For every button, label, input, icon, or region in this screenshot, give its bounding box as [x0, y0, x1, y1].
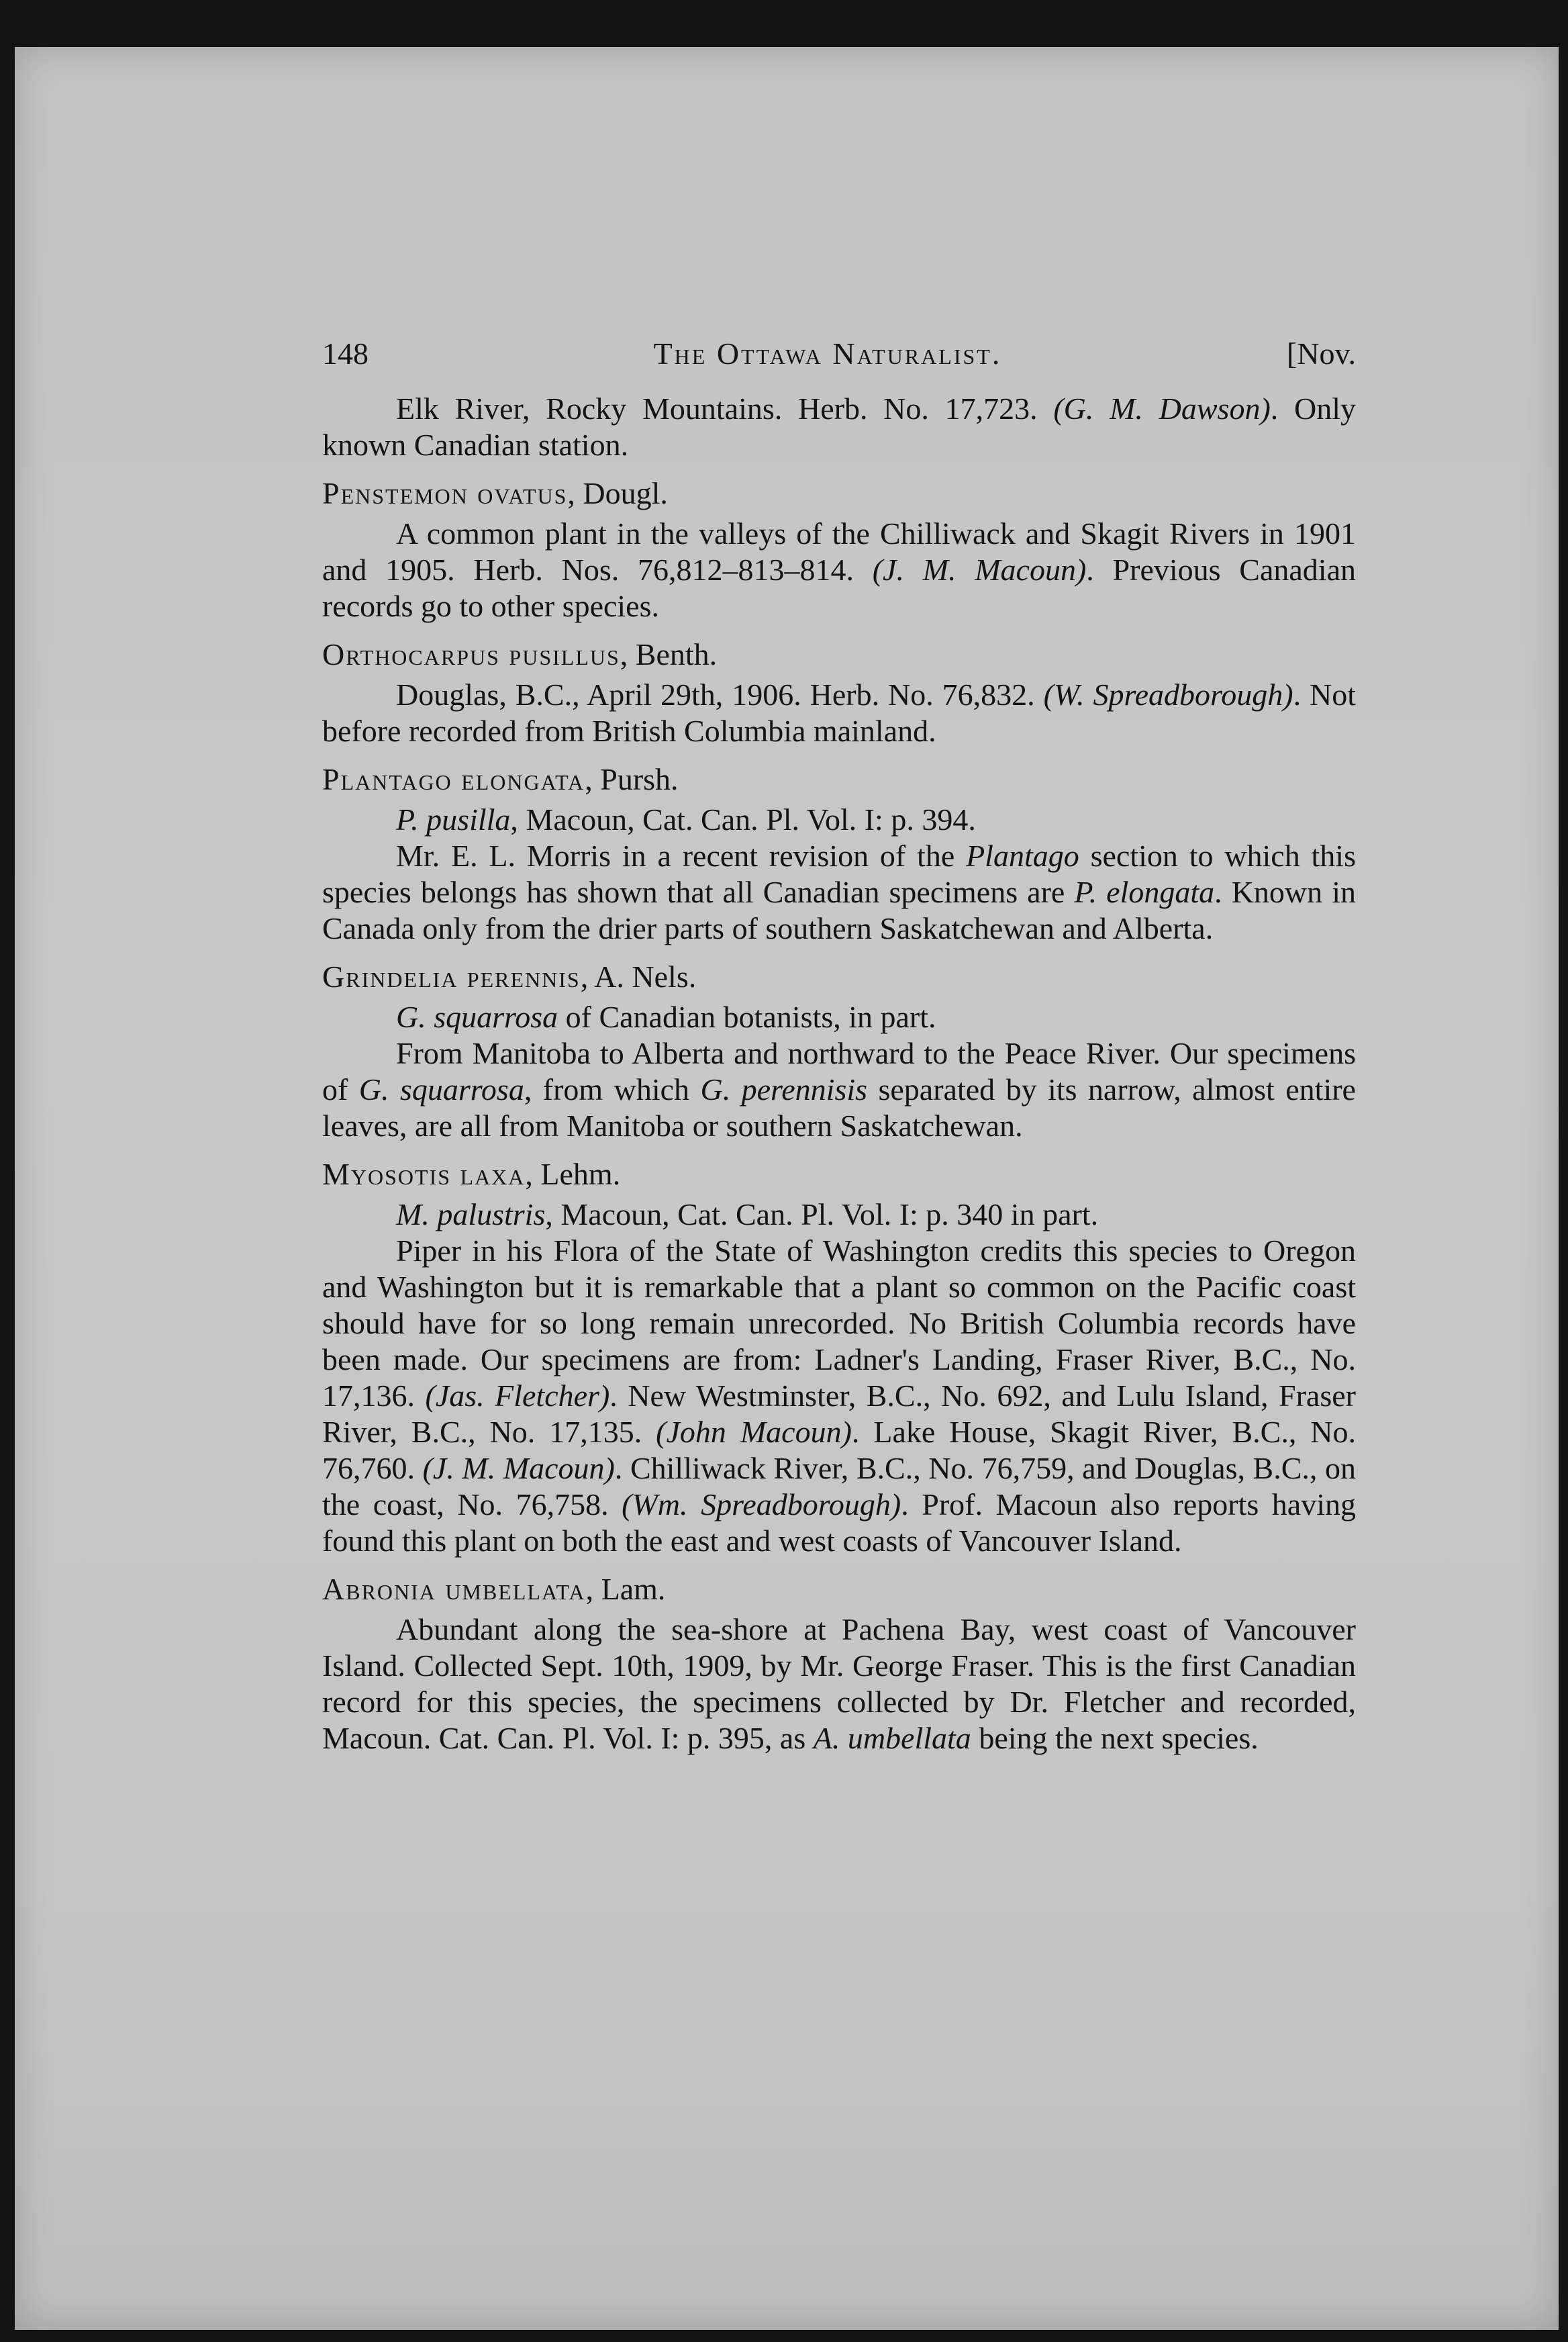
italic-text: A. umbellata — [813, 1721, 971, 1755]
body-text: Mr. E. L. Morris in a recent revision of the — [396, 839, 967, 873]
species-paragraph — [322, 802, 1356, 838]
body-text: separated by its narrow, almost entire leaves, are all from Manitoba or southern Saskatchewan. — [322, 1072, 1356, 1143]
species-heading — [322, 637, 1356, 673]
body-text: Piper in his Flora of the State of Washington credits this species to Oregon and Washington but it is remarkable that a plant so common on the Pacific coast should have for so long remain unrecorded. No British Columbia records have been made. Our specimens are from: Ladner's Landing, Fraser River, B.C., No. 17,136. — [322, 1233, 1356, 1413]
page-number: 148 — [322, 336, 369, 371]
species-entry — [322, 475, 1356, 624]
running-header — [322, 336, 1356, 372]
italic-text: G. perennisis — [700, 1072, 868, 1107]
species-authority: , Dougl. — [567, 476, 668, 510]
species-paragraph — [322, 1233, 1356, 1559]
species-entries — [322, 475, 1356, 1756]
body-text: . New Westminster, B.C., No. 692, and Lulu Island, Fraser River, B.C., No. 17,135. — [322, 1378, 1356, 1449]
body-text: Abundant along the sea-shore at Pachena Bay, west coast of Vancouver Island. Collected Sept. 10th, 1909, by Mr. George Fraser. This is the first Canadian record for this species, the specimens collected by Dr. Fletcher and recorded, Macoun. Cat. Can. Pl. Vol. I: p. 395, as — [322, 1612, 1356, 1755]
intro-text: Elk River, Rocky Mountains. Herb. No. 17,723. — [396, 391, 1054, 426]
italic-text: P. pusilla — [396, 802, 511, 837]
species-paragraph — [322, 1035, 1356, 1144]
intro-text-end: . Only known Canadian station. — [322, 391, 1356, 462]
body-text: of Canadian botanists, in part. — [558, 1000, 936, 1034]
body-text: , from which — [524, 1072, 701, 1107]
journal-title: The Ottawa Naturalist. — [653, 336, 1002, 371]
species-name: Abronia umbellata — [322, 1572, 586, 1606]
species-entry — [322, 1571, 1356, 1756]
species-name: Grindelia perennis — [322, 959, 581, 994]
body-text: . Known in Canada only from the drier parts of southern Saskatchewan and Alberta. — [322, 875, 1356, 945]
species-authority: , Pursh. — [585, 762, 679, 796]
body-text: . Previous Canadian records go to other species. — [322, 553, 1356, 623]
italic-text: M. palustris — [396, 1197, 546, 1231]
issue-month: [Nov. — [1286, 336, 1356, 371]
italic-text: (J. M. Macoun) — [872, 553, 1087, 587]
body-text: A common plant in the valleys of the Chilliwack and Skagit Rivers in 1901 and 1905. Herb. Nos. 76,812–813–814. — [322, 516, 1356, 587]
italic-text: (J. M. Macoun) — [422, 1451, 615, 1485]
species-authority: , Lam. — [585, 1572, 666, 1606]
species-name: Penstemon ovatus — [322, 476, 568, 510]
species-heading — [322, 1156, 1356, 1192]
species-paragraph — [322, 677, 1356, 749]
text-block — [322, 336, 1356, 1763]
body-text: , Macoun, Cat. Can. Pl. Vol. I: p. 394. — [510, 802, 976, 837]
italic-text: (John Macoun) — [656, 1415, 852, 1449]
intro-collector: (G. M. Dawson) — [1053, 391, 1271, 426]
body-text: . Prof. Macoun also reports having found this plant on both the east and west coasts of Vancouver Island. — [322, 1487, 1356, 1558]
species-heading — [322, 959, 1356, 995]
body-text: . Lake House, Skagit River, B.C., No. 76,760. — [322, 1415, 1356, 1485]
species-authority: , Benth. — [620, 637, 718, 671]
species-entry — [322, 637, 1356, 749]
italic-text: G. squarrosa — [358, 1072, 524, 1107]
body-text: , Macoun, Cat. Can. Pl. Vol. I: p. 340 in part. — [545, 1197, 1099, 1231]
italic-text: Plantago — [966, 839, 1079, 873]
species-name: Plantago elongata — [322, 762, 585, 796]
species-paragraph — [322, 1611, 1356, 1756]
body-text: . Not before recorded from British Columbia mainland. — [322, 677, 1357, 748]
intro-paragraph — [322, 391, 1356, 463]
species-heading — [322, 761, 1356, 798]
body-text: From Manitoba to Alberta and northward to the Peace River. Our specimens of — [322, 1036, 1356, 1107]
species-authority: , A. Nels. — [580, 959, 697, 994]
italic-text: (W. Spreadborough) — [1043, 677, 1293, 712]
body-text: . Chilliwack River, B.C., No. 76,759, and Douglas, B.C., on the coast, No. 76,758. — [322, 1451, 1357, 1521]
species-entry — [322, 959, 1356, 1144]
body-text: being the next species. — [971, 1721, 1259, 1755]
species-name: Orthocarpus pusillus — [322, 637, 620, 671]
species-paragraph — [322, 838, 1356, 947]
body-text: section to which this species belongs has shown that all Canadian specimens are — [322, 839, 1356, 909]
italic-text: G. squarrosa — [396, 1000, 558, 1034]
species-authority: , Lehm. — [525, 1157, 621, 1191]
body-text: Douglas, B.C., April 29th, 1906. Herb. No. 76,832. — [396, 677, 1044, 712]
species-name: Myosotis laxa — [322, 1157, 526, 1191]
italic-text: (Wm. Spreadborough) — [622, 1487, 901, 1521]
species-heading — [322, 1571, 1356, 1607]
italic-text: (Jas. Fletcher) — [425, 1378, 610, 1413]
species-paragraph — [322, 516, 1356, 624]
species-entry — [322, 1156, 1356, 1559]
species-entry — [322, 761, 1356, 947]
italic-text: P. elongata — [1074, 875, 1215, 909]
species-paragraph — [322, 1197, 1356, 1233]
species-paragraph — [322, 999, 1356, 1035]
species-heading — [322, 475, 1356, 512]
